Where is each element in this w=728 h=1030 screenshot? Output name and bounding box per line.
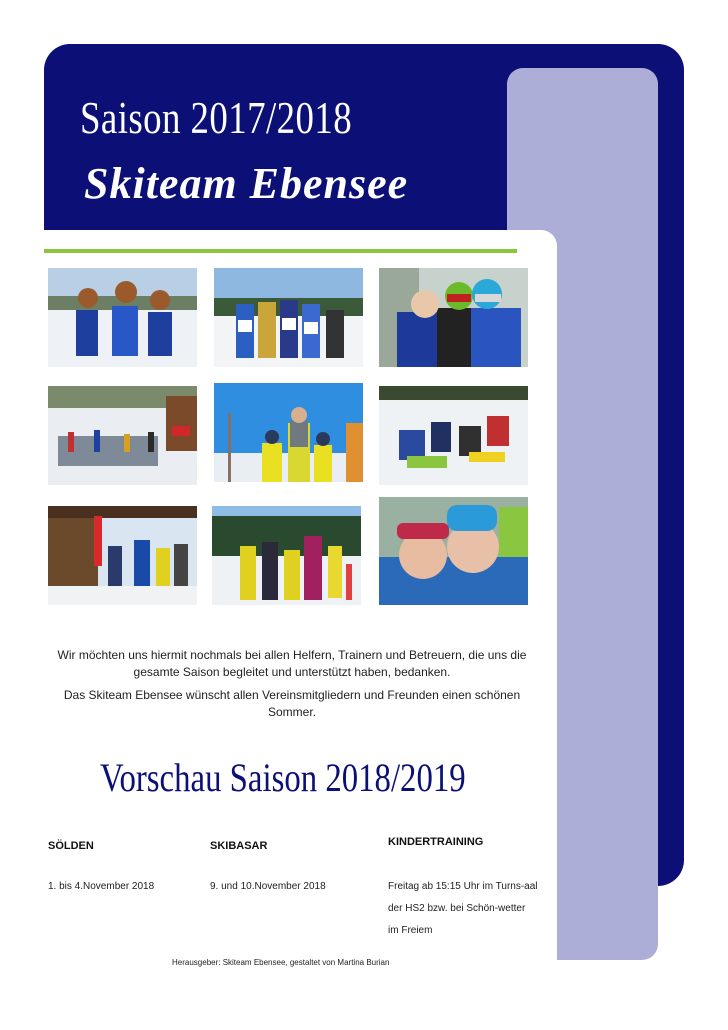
event-text-kindertraining: Freitag ab 15:15 Uhr im Turns-aal der HS2 bzw. bei Schön-wetter im Freiem: [388, 881, 538, 936]
thanks-paragraph-2: Das Skiteam Ebensee wünscht allen Vereinsmitgliedern und Freunden einen schönen Sommer.: [63, 688, 521, 719]
event-date-skibasar: 9. und 10.November 2018: [210, 881, 326, 892]
event-heading-kindertraining: KINDERTRAINING: [388, 836, 484, 848]
photo-kids-with-teddy-bears: [48, 268, 197, 367]
preview-title: Vorschau Saison 2018/2019: [100, 755, 466, 800]
photo-racers-with-bibs: [214, 268, 363, 367]
photo-kids-on-snow-chairs: [379, 386, 528, 485]
photo-kids-and-coach: [214, 383, 363, 482]
photo-girls-with-goggles: [379, 268, 528, 367]
photo-race-course-crowd: [48, 386, 197, 485]
event-date-soelden: 1. bis 4.November 2018: [48, 881, 155, 892]
photo-hut-spectators: [48, 506, 197, 605]
event-heading-skibasar: SKIBASAR: [210, 840, 268, 852]
footer-credit: Herausgeber: Skiteam Ebensee, gestaltet von Martina Burian: [172, 958, 390, 967]
thanks-text: [52, 647, 532, 727]
divider-line: [44, 249, 517, 253]
photo-group-with-skis: [212, 506, 361, 605]
thanks-paragraph-1: Wir möchten uns hiermit nochmals bei allen Helfern, Trainern und Betreuern, die uns die gesamte Saison begleitet und unterstützt haben, bedanken.: [57, 648, 527, 679]
photo-girls-selfie: [379, 497, 528, 605]
page-title: Saison 2017/2018: [80, 93, 353, 143]
event-heading-soelden: SÖLDEN: [48, 840, 94, 852]
page-subtitle: Skiteam Ebensee: [84, 159, 409, 208]
